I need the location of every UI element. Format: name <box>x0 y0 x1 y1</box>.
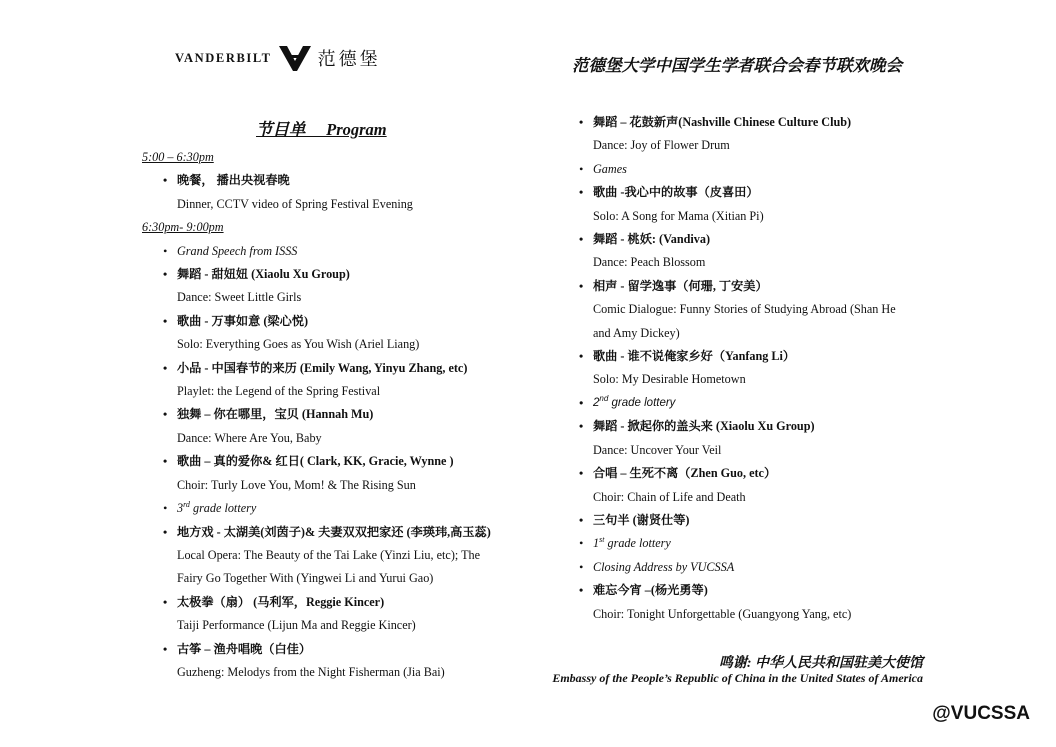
item-description: Dinner, CCTV video of Spring Festival Evening <box>177 196 413 211</box>
item-description: Choir: Chain of Life and Death <box>593 489 746 504</box>
lottery-ordinal: rd <box>183 500 190 510</box>
lottery-number: 1 <box>593 536 600 551</box>
lottery-item <box>572 392 942 415</box>
embassy-name: Embassy of the People’s Republic of China in the United States of America <box>552 671 923 685</box>
item-description: Dance: Where Are You, Baby <box>177 430 322 445</box>
program-item: • 古筝 – 渔舟唱晚（白佳） <box>156 638 537 661</box>
program-item: • Grand Speech from ISSS <box>156 240 537 263</box>
vanderbilt-logo <box>175 44 381 72</box>
watermark: @VUCSSA <box>932 703 1030 724</box>
program-item: • 晚餐， 播出央视春晚 <box>156 169 537 192</box>
time-slot: 6:30pm- 9:00pm <box>142 220 224 235</box>
program-item: • 舞蹈 – 花鼓新声(Nashville Chinese Culture Club) <box>572 111 942 134</box>
program-item: • Games <box>572 158 942 181</box>
program-item: • 太极拳（扇） (马利军，Reggie Kincer) <box>156 591 537 614</box>
lottery-item <box>572 532 942 555</box>
program-item: • 地方戏 - 太湖美(刘茵子)& 夫妻双双把家还 (李瑛玮,高玉蕊) <box>156 521 537 544</box>
lottery-label: grade lottery <box>604 536 671 551</box>
item-description: Fairy Go Together With (Yingwei Li and Yurui Gao) <box>177 571 434 586</box>
item-description: Dance: Sweet Little Girls <box>177 290 302 305</box>
program-item: • 舞蹈 - 甜妞妞 (Xiaolu Xu Group) <box>156 263 537 286</box>
item-description: Dance: Uncover Your Veil <box>593 442 722 457</box>
program-item: • 舞蹈 - 掀起你的盖头来 (Xiaolu Xu Group) <box>572 415 942 438</box>
time-slot: 5:00 – 6:30pm <box>142 150 214 164</box>
vanderbilt-v-icon <box>278 44 312 72</box>
program-title: 节目单 Program <box>256 120 387 139</box>
program-item: • 歌曲 -我心中的故事（皮喜田） <box>572 181 942 204</box>
item-description: Comic Dialogue: Funny Stories of Studying Abroad (Shan He <box>593 302 896 317</box>
event-title: 范德堡大学中国学生学者联合会春节联欢晚会 <box>572 56 902 75</box>
lottery-number: 2 <box>593 396 600 409</box>
program-item: • 舞蹈 - 桃妖: (Vandiva) <box>572 228 942 251</box>
item-description: Solo: My Desirable Hometown <box>593 372 746 387</box>
lottery-item <box>156 497 537 520</box>
item-description: Guzheng: Melodys from the Night Fisherman (Jia Bai) <box>177 664 445 679</box>
program-item: • 难忘今宵 –(杨光勇等) <box>572 579 942 602</box>
logo-wordmark: VANDERBILT <box>175 50 272 65</box>
item-description: Solo: Everything Goes as You Wish (Ariel Liang) <box>177 337 420 352</box>
program-item: • Closing Address by VUCSSA <box>572 556 942 579</box>
lottery-label: grade lottery <box>189 501 257 516</box>
program-item: • 合唱 – 生死不离（Zhen Guo, etc） <box>572 462 942 485</box>
logo-chinese: 范德堡 <box>317 49 381 70</box>
program-item: • 歌曲 - 万事如意 (梁心悦) <box>156 310 537 333</box>
item-description: Solo: A Song for Mama (Xitian Pi) <box>593 208 764 223</box>
item-description: Local Opera: The Beauty of the Tai Lake (Yinzi Liu, etc); The <box>177 547 481 562</box>
item-description: Choir: Turly Love You, Mom! & The Rising Sun <box>177 477 416 492</box>
lottery-ordinal: nd <box>599 394 609 404</box>
program-item: • 三句半 (谢贤仕等) <box>572 509 942 532</box>
lottery-label: grade lottery <box>608 396 676 409</box>
item-description: Choir: Tonight Unforgettable (Guangyong Yang, etc) <box>593 606 852 621</box>
item-description: Dance: Peach Blossom <box>593 255 706 270</box>
program-column-right <box>572 111 942 626</box>
item-description: Taiji Performance (Lijun Ma and Reggie Kincer) <box>177 618 416 633</box>
item-description: and Amy Dickey) <box>593 325 680 340</box>
program-column-left <box>142 146 537 684</box>
item-description: Dance: Joy of Flower Drum <box>593 138 730 153</box>
item-description: Playlet: the Legend of the Spring Festival <box>177 384 381 399</box>
lottery-number: 3 <box>177 501 184 516</box>
program-item: • 歌曲 – 真的爱你& 红日( Clark, KK, Gracie, Wynne ) <box>156 450 537 473</box>
acknowledgement: 鸣谢: 中华人民共和国驻美大使馆 <box>718 656 923 671</box>
program-item: • 歌曲 - 谁不说俺家乡好（Yanfang Li） <box>572 345 942 368</box>
lottery-ordinal: st <box>599 535 605 545</box>
program-item: • 小品 - 中国春节的来历 (Emily Wang, Yinyu Zhang, etc) <box>156 357 537 380</box>
program-item: • 独舞 – 你在哪里，宝贝 (Hannah Mu) <box>156 403 537 426</box>
program-item: • 相声 - 留学逸事（何珊, 丁安美） <box>572 275 942 298</box>
